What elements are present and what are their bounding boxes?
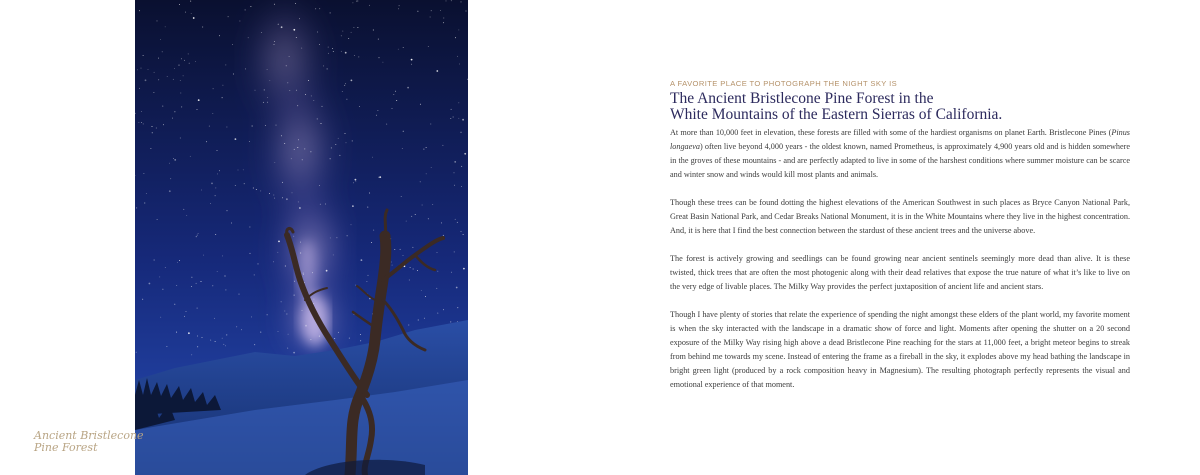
article-headline bbox=[670, 91, 1130, 123]
article bbox=[670, 79, 1130, 392]
paragraph-4: Though I have plenty of stories that relate the experience of spending the night amongst these elders of the plant world, my favorite moment is when the sky interacted with the landscape in a dramatic show of force and light. Moments after opening the shutter on a 20 second exposure of the Milky Way rising high above a dead Bristlecone Pine reaching for the stars at 11,000 feet, a bright meteor begins to streak from behind me towards my scene. Instead of entering the frame as a fireball in the sky, it explodes above my head bathing the landscape in bright green light (produced by a rock composition heavy in Magnesium). The resulting photograph perfectly represents the visual and emotional experience of that moment. bbox=[670, 310, 1130, 389]
paragraph-3: The forest is actively growing and seedlings can be found growing near ancient sentinels seemingly more dead than alive. It is these twisted, thick trees that are often the most photogenic along with their dead relatives that expose the true nature of what it’s like to live on the very edge of livable places. The Milky Way provides the perfect juxtaposition of ancient life and ancient stars. bbox=[670, 254, 1130, 291]
paragraph-1-end: ) often live beyond 4,000 years - the oldest known, named Prometheus, is approximately 4,900 years old and is hidden somewhere in the groves of these mountains - and are perfectly adapted to live in some of the harshest conditions where summer moisture can be scarce and winter snow and winds would kill most plants and animals. bbox=[670, 142, 1130, 179]
caption-line-2: Pine Forest bbox=[34, 441, 98, 454]
headline-line-1: The Ancient Bristlecone Pine Forest in the bbox=[670, 90, 934, 107]
paragraph-1-start: At more than 10,000 feet in elevation, these forests are filled with some of the hardiest organisms on planet Earth. Bristlecone Pines ( bbox=[670, 128, 1112, 137]
photo-caption bbox=[34, 430, 144, 454]
paragraph-2: Though these trees can be found dotting the highest elevations of the American Southwest in such places as Bryce Canyon National Park, Great Basin National Park, and Cedar Breaks National Monument, it is in the White Mountains where they live in the highest concentration. And, it is here that I find the best connection between the stardust of these ancient trees and the universe above. bbox=[670, 198, 1130, 235]
species-name: Pinus longaeva bbox=[670, 128, 1130, 151]
paragraph-1 bbox=[670, 126, 1130, 182]
night-sky-photo bbox=[135, 0, 468, 475]
headline-line-2: White Mountains of the Eastern Sierras of California. bbox=[670, 106, 1003, 123]
eyebrow-heading: A FAVORITE PLACE TO PHOTOGRAPH THE NIGHT SKY IS bbox=[670, 79, 898, 88]
caption-line-1: Ancient Bristlecone bbox=[34, 429, 144, 442]
